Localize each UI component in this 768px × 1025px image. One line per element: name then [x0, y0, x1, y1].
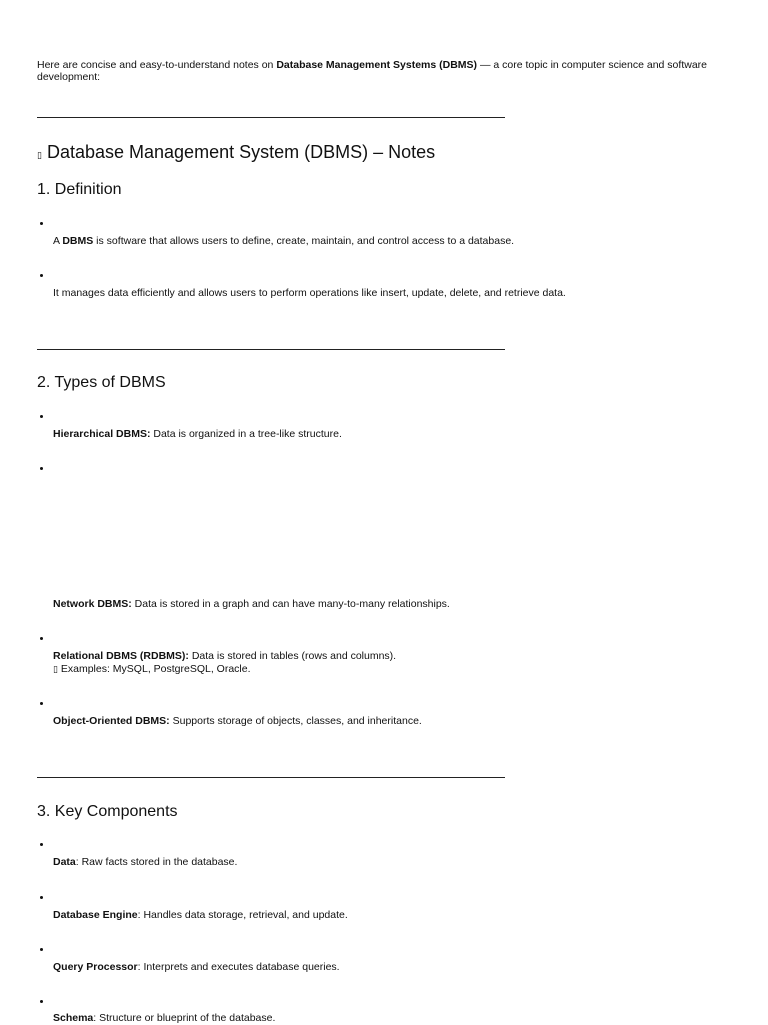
bullet [40, 999, 46, 1005]
list-item [53, 428, 743, 441]
list-item [53, 715, 743, 728]
item-text: Data is stored in tables (rows and columns). [188, 650, 397, 662]
list-item [53, 909, 743, 922]
list-item [53, 856, 743, 869]
bullet [40, 895, 46, 901]
item-bold: Data [53, 856, 76, 868]
bullet [40, 842, 46, 848]
intro-text-end: — a core topic in computer science and software development: [37, 59, 707, 83]
item-text: : Handles data storage, retrieval, and update. [137, 909, 348, 921]
bullet [40, 701, 46, 707]
list-item [53, 235, 743, 248]
item-bold: DBMS [62, 235, 94, 247]
item-bold: Schema [53, 1012, 94, 1024]
intro-paragraph [37, 59, 737, 83]
bullet [40, 636, 46, 642]
item-text: is software that allows users to define, create, maintain, and control access to a database. [93, 235, 515, 247]
intro-text: Here are concise and easy-to-understand notes on [37, 59, 277, 71]
item-text: : Interprets and executes database queries. [137, 961, 340, 973]
item-bold: Hierarchical DBMS: [53, 428, 151, 440]
bullet [40, 273, 46, 279]
item-bold: Query Processor [53, 961, 138, 973]
intro-bold-term: Database Management Systems (DBMS) [276, 59, 478, 71]
item-bold: Database Engine [53, 909, 138, 921]
item-bold: Object-Oriented DBMS: [53, 715, 170, 727]
page-title [37, 141, 435, 166]
item-bold: Relational DBMS (RDBMS): [53, 650, 189, 662]
bullet [40, 947, 46, 953]
page-title-text: Database Management System (DBMS) – Notes [46, 142, 436, 162]
bullet [40, 221, 46, 227]
bullet [40, 466, 46, 472]
list-item [53, 650, 743, 676]
item-text: Data is organized in a tree-like structure. [150, 428, 342, 440]
divider [37, 777, 505, 778]
section-heading-definition: 1. Definition [37, 181, 122, 198]
item-text: Supports storage of objects, classes, and inheritance. [169, 715, 422, 727]
section-heading-components: 3. Key Components [37, 803, 178, 820]
item-subtext: Examples: MySQL, PostgreSQL, Oracle. [60, 663, 251, 675]
book-icon: ▯ [37, 150, 42, 160]
list-item [53, 287, 743, 300]
bullet [40, 414, 46, 420]
item-text: Data is stored in a graph and can have many-to-many relationships. [131, 598, 450, 610]
item-text: A [53, 235, 63, 247]
divider [37, 349, 505, 350]
pointer-icon: ▯ [53, 664, 58, 674]
item-text: : Raw facts stored in the database. [75, 856, 238, 868]
list-item [53, 1012, 743, 1025]
list-item [53, 598, 743, 611]
list-item [53, 961, 743, 974]
item-bold: Network DBMS: [53, 598, 132, 610]
section-heading-types: 2. Types of DBMS [37, 374, 166, 391]
divider [37, 117, 505, 118]
item-text: It manages data efficiently and allows users to perform operations like insert, update, delete, and retrieve data. [53, 287, 566, 299]
item-text: : Structure or blueprint of the database. [93, 1012, 276, 1024]
